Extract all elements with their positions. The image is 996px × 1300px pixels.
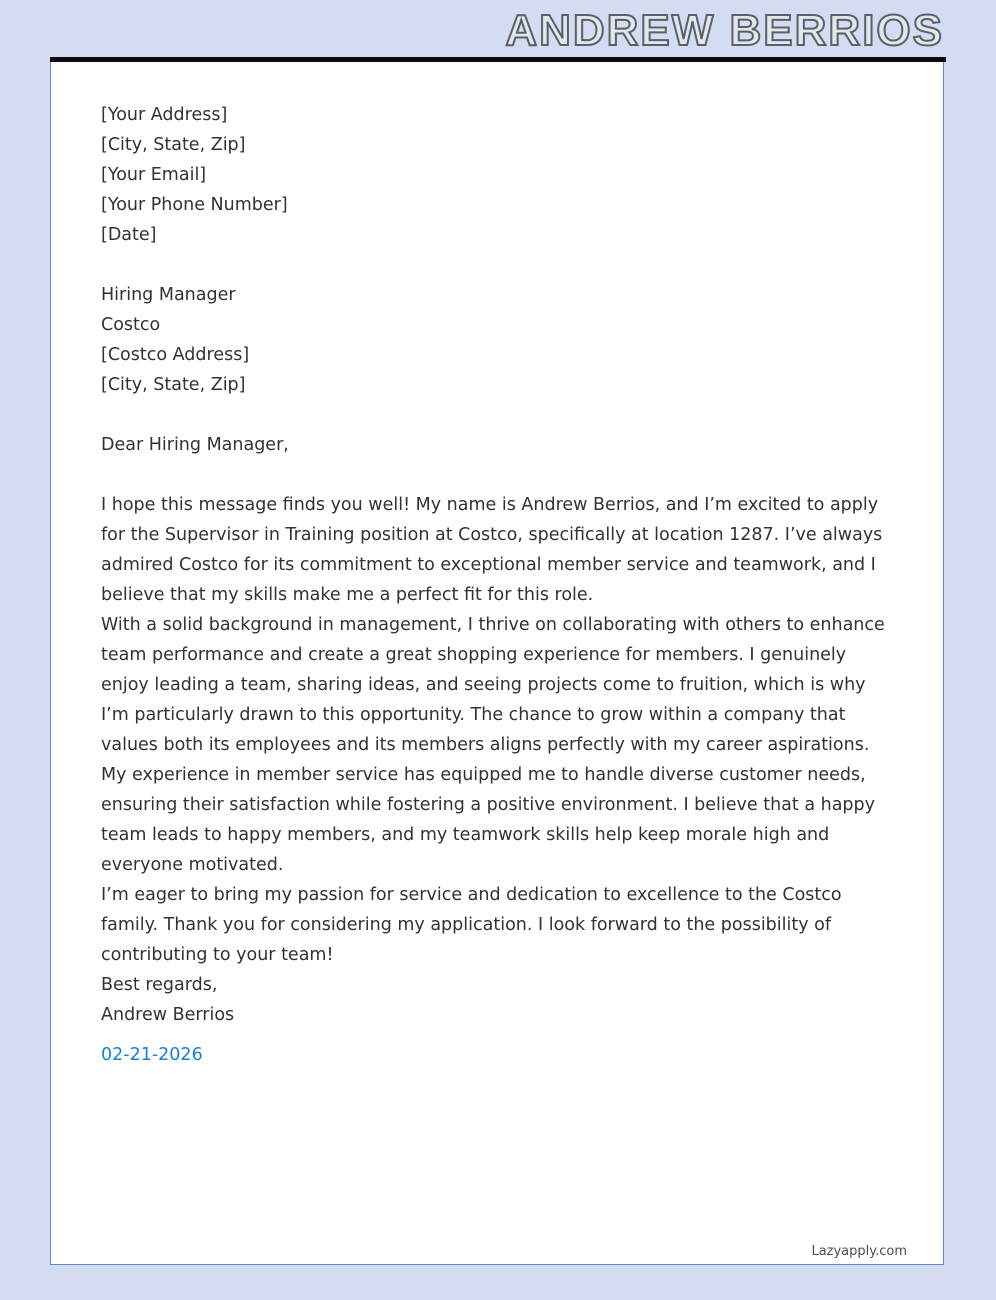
- sender-address-line: [Your Address]: [101, 105, 228, 125]
- paragraph-intro: I hope this message finds you well! My name is Andrew Berrios, and I’m excited to apply for the Supervisor in Training position at Costco, specifically at location 1287. I’ve always admired Costco for its commitment to exceptional member service and teamwork, and I believe that my skills make me a perfect fit for this role.: [101, 495, 883, 605]
- paragraph-background: With a solid background in management, I thrive on collaborating with others to enhance team performance and create a great shopping experience for members. I genuinely enjoy leading a team, sharing ideas, and seeing projects come to fruition, which is why I’m particularly drawn to this opportunity. The chance to grow within a company that values both its employees and its members aligns perfectly with my career aspirations.: [101, 615, 885, 755]
- recipient-company-line: Costco: [101, 315, 161, 335]
- recipient-title-line: Hiring Manager: [101, 285, 236, 305]
- recipient-address-line: [Costco Address]: [101, 345, 250, 365]
- sender-phone-line: [Your Phone Number]: [101, 195, 288, 215]
- sender-email-line: [Your Email]: [101, 165, 207, 185]
- letterhead-name: ANDREW BERRIOS: [505, 6, 944, 55]
- closing-line: Best regards,: [101, 975, 218, 995]
- paragraph-closing: I’m eager to bring my passion for service and dedication to excellence to the Costco family. Thank you for considering my application. I look forward to the possibility of contributing to your team!: [101, 885, 842, 965]
- footer-brand-link[interactable]: Lazyapply.com: [811, 1244, 907, 1259]
- paragraph-experience: My experience in member service has equipped me to handle diverse customer needs, ensuring their satisfaction while fostering a positive environment. I believe that a happy team leads to happy members, and my teamwork skills help keep morale high and everyone motivated.: [101, 765, 876, 875]
- recipient-block: [101, 280, 887, 400]
- closing-block: [101, 970, 887, 1030]
- letter-panel: [50, 59, 944, 1265]
- recipient-city-line: [City, State, Zip]: [101, 375, 246, 395]
- sender-date-line: [Date]: [101, 225, 157, 245]
- salutation: Dear Hiring Manager,: [101, 435, 289, 455]
- header-rule: [50, 57, 946, 62]
- sender-city-line: [City, State, Zip]: [101, 135, 246, 155]
- letter-date[interactable]: 02-21-2026: [101, 1045, 203, 1065]
- signature-name: Andrew Berrios: [101, 1005, 235, 1025]
- letter-body: [51, 60, 943, 1070]
- sender-address-block: [101, 100, 887, 250]
